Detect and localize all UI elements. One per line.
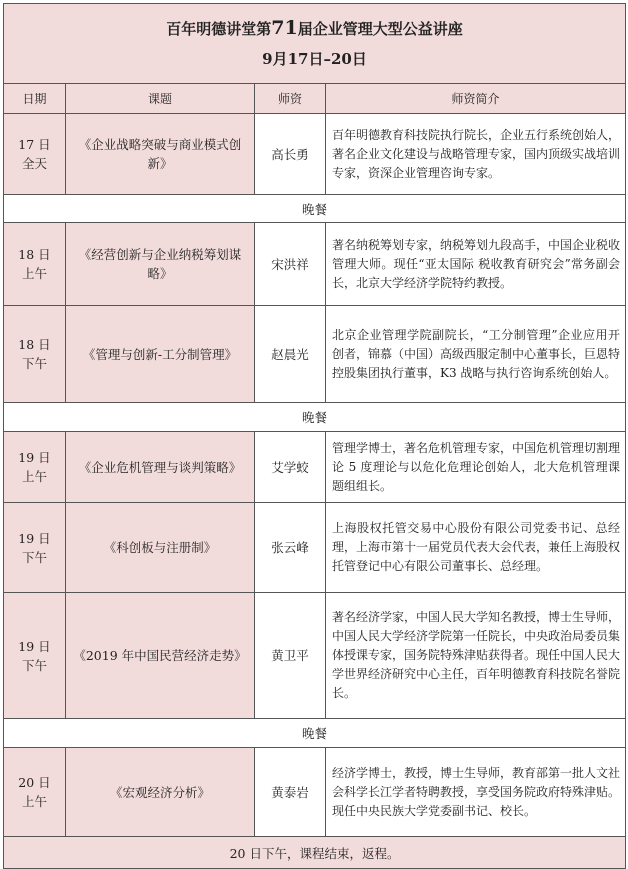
header-course: 课题	[66, 84, 255, 114]
row-course: 《企业战略突破与商业模式创新》	[66, 114, 255, 195]
row-course: 《科创板与注册制》	[66, 503, 255, 593]
row-date: 18 日 上午	[4, 223, 66, 306]
table-row	[4, 748, 626, 837]
header-teacher: 师资	[255, 84, 326, 114]
row-intro: 百年明德教育科技院执行院长，企业五行系统创始人，著名企业文化建设与战略管理专家，国内顶级实战培训专家，资深企业管理咨询专家。	[326, 114, 626, 195]
dinner-label: 晚餐	[4, 719, 626, 748]
row-intro: 经济学博士，教授，博士生导师，教育部第一批人文社会科学长江学者特聘教授，享受国务院政府特殊津贴。现任中央民族大学党委副书记、校长。	[326, 748, 626, 837]
header-date: 日期	[4, 84, 66, 114]
header-row	[4, 84, 626, 114]
footer-note: 20 日下午，课程结束，返程。	[4, 837, 626, 869]
row-teacher: 赵晨光	[255, 306, 326, 403]
dinner-label: 晚餐	[4, 403, 626, 432]
page-title	[4, 4, 626, 84]
row-course: 《企业危机管理与谈判策略》	[66, 432, 255, 503]
row-teacher: 宋洪祥	[255, 223, 326, 306]
row-intro: 上海股权托管交易中心股份有限公司党委书记、总经理，上海市第十一届党员代表大会代表，兼任上海股权托管登记中心有限公司董事长、总经理。	[326, 503, 626, 593]
row-teacher: 黄泰岩	[255, 748, 326, 837]
table-row	[4, 306, 626, 403]
title-row	[4, 4, 626, 84]
schedule-table	[3, 3, 626, 869]
footer-row	[4, 837, 626, 869]
title-date-range: 9月17日–20日	[262, 50, 367, 68]
row-course: 《宏观经济分析》	[66, 748, 255, 837]
schedule-document	[3, 3, 626, 869]
row-course: 《管理与创新-工分制管理》	[66, 306, 255, 403]
dinner-label: 晚餐	[4, 195, 626, 223]
table-row	[4, 432, 626, 503]
row-intro: 北京企业管理学院副院长，“工分制管理”企业应用开创者，锦慕（中国）高级西服定制中心董事长，巨恩特控股集团执行董事，K3 战略与执行咨询系统创始人。	[326, 306, 626, 403]
row-date: 17 日 全天	[4, 114, 66, 195]
row-date: 19 日 下午	[4, 503, 66, 593]
row-date: 18 日 下午	[4, 306, 66, 403]
dinner-row	[4, 195, 626, 223]
row-date: 19 日 上午	[4, 432, 66, 503]
row-teacher: 张云峰	[255, 503, 326, 593]
row-course: 《经营创新与企业纳税筹划谋略》	[66, 223, 255, 306]
table-row	[4, 223, 626, 306]
table-row	[4, 593, 626, 719]
header-intro: 师资简介	[326, 84, 626, 114]
row-intro: 著名经济学家，中国人民大学知名教授，博士生导师，中国人民大学经济学院第一任院长，中央政治局委员集体授课专家，国务院特殊津贴获得者。现任中国人民大学世界经济研究中心主任，百年明德教育科技院名誉院长。	[326, 593, 626, 719]
table-row	[4, 503, 626, 593]
table-row	[4, 114, 626, 195]
row-date: 20 日 上午	[4, 748, 66, 837]
dinner-row	[4, 719, 626, 748]
row-teacher: 艾学蛟	[255, 432, 326, 503]
row-teacher: 黄卫平	[255, 593, 326, 719]
row-date: 19 日 下午	[4, 593, 66, 719]
title-line-1: 百年明德讲堂第71届企业管理大型公益讲座	[166, 17, 463, 39]
row-course: 《2019 年中国民营经济走势》	[66, 593, 255, 719]
row-teacher: 高长勇	[255, 114, 326, 195]
row-intro: 著名纳税筹划专家，纳税筹划九段高手，中国企业税收管理大师。现任“亚太国际 税收教育研究会”常务副会长，北京大学经济学院特约教授。	[326, 223, 626, 306]
dinner-row	[4, 403, 626, 432]
row-intro: 管理学博士，著名危机管理专家，中国危机管理切割理论 5 度理论与以危化危理论创始人，北大危机管理课题组组长。	[326, 432, 626, 503]
